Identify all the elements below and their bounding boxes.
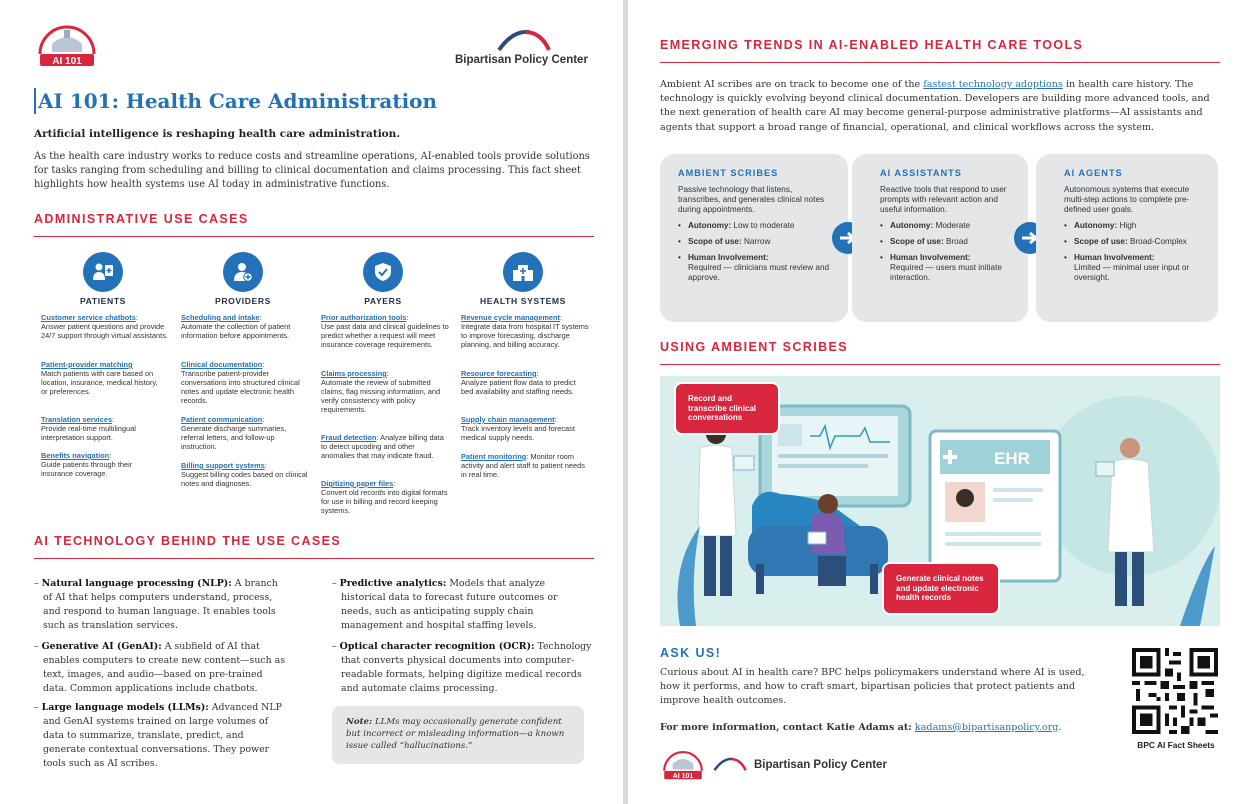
- bullet-label: Human Involvement:: [1074, 253, 1155, 262]
- use-case-item: Claims processing: Automate the review of submitted claims, flag missing information, and verify consistency with policy requirements.: [321, 369, 441, 414]
- bullet-value: Broad-Complex: [1129, 237, 1187, 246]
- use-case-item: Digitizing paper files: Convert old records into digital formats for use in billing and record keeping systems.: [321, 479, 448, 515]
- tech-term: Optical character recognition (OCR):: [339, 641, 535, 652]
- bullet-label: Scope of use:: [890, 237, 944, 246]
- hospital-icon: [503, 252, 543, 292]
- ambient-scribe-illustration: [660, 376, 1220, 626]
- use-case-link[interactable]: Digitizing paper files: [321, 479, 394, 488]
- use-case-link[interactable]: Claims processing: [321, 369, 387, 378]
- use-case-link[interactable]: Translation services: [41, 415, 113, 424]
- scribes-heading: USING AMBIENT SCRIBES: [660, 340, 848, 354]
- right-page: [628, 0, 1251, 804]
- ask-text: Curious about AI in health care? BPC helps policymakers understand where AI is used, how it performs, and how to craft smart, bipartisan policies that protect patients and improve health outcomes.: [660, 667, 1085, 707]
- column-patients: [38, 252, 168, 310]
- shield-check-icon: [363, 252, 403, 292]
- use-case-text: Use past data and clinical guidelines to predict whether a request will meet insurance coverage requirements.: [321, 322, 449, 349]
- contact-line: [660, 721, 1120, 735]
- use-case-link[interactable]: Prior authorization tools: [321, 313, 407, 322]
- card-bullet: [678, 237, 830, 247]
- tech-item: – Large language models (LLMs): Advanced NLP and GenAI systems trained on large volumes of data to summarize, translate, predict, and generate contextual conversations. They power tools such as AI scribes.: [34, 702, 282, 769]
- page-title: AI 101: Health Care Administration: [34, 88, 437, 114]
- footer-brand-name: Bipartisan Policy Center: [754, 759, 887, 771]
- qr-code[interactable]: [1132, 648, 1218, 734]
- card-bullet: [1064, 221, 1200, 231]
- use-case-text: Integrate data from hospital IT systems to improve forecasting, discharge planning, and billing accuracy.: [461, 322, 589, 349]
- left-page: [0, 0, 623, 804]
- use-case-item: Fraud detection: Analyze billing data to detect upcoding and other anomalies that may indicate fraud.: [321, 433, 444, 460]
- tech-item: – Natural language processing (NLP): A branch of AI that helps computers understand, process, and respond to human language. It enables tools such as translation services.: [34, 578, 278, 631]
- ehr-label: EHR: [994, 449, 1030, 468]
- use-case-link[interactable]: Resource forecasting: [461, 369, 537, 378]
- bullet-value: Broad: [945, 237, 968, 246]
- contact-email-link[interactable]: kadams@bipartisanpolicy.org: [914, 722, 1059, 733]
- section-rule: [34, 236, 594, 237]
- use-case-text: Generate discharge summaries, referral letters, and follow-up instruction.: [181, 424, 287, 451]
- footer-ai-101-badge: [660, 750, 706, 782]
- bullet-value: High: [1119, 221, 1137, 230]
- column-heading: PROVIDERS: [214, 296, 272, 306]
- use-case-text: Answer patient questions and provide 24/7 support through virtual assistants.: [41, 322, 168, 340]
- use-case-text: Automate the collection of patient information before appointments.: [181, 322, 291, 340]
- card-desc: Reactive tools that respond to user prompts with relevant action and useful information.: [880, 185, 1007, 214]
- use-case-link[interactable]: Fraud detection: [321, 433, 377, 442]
- callout-record: Record and transcribe clinical conversations: [674, 382, 780, 435]
- bullet-value: Narrow: [743, 237, 771, 246]
- brand-name: Bipartisan Policy Center: [455, 54, 588, 66]
- trends-intro-text: in health care history. The technology is quickly evolving beyond clinical documentation. Developers are building more advanced tools, and the next generation of health care AI may become general-purpose administrative platforms—AI assistants and agents that support a broad range of financial, operational, and clinical workflows across the system.: [660, 79, 1210, 133]
- fastest-adoptions-link[interactable]: fastest technology adoptions: [923, 79, 1063, 90]
- bullet-value: Required — clinicians must review and approve.: [688, 263, 830, 282]
- use-case-item: Scheduling and intake: Automate the collection of patient information before appointments.: [181, 313, 291, 340]
- use-case-text: Monitor room activity and alert staff to patient needs in real time.: [461, 452, 585, 479]
- use-case-link[interactable]: Benefits navigation: [41, 451, 110, 460]
- card-bullet: [880, 221, 1010, 231]
- intro-paragraph: As the health care industry works to reduce costs and streamline operations, AI-enabled tools provide solutions for tasks ranging from scheduling and billing to clinical documentation and claims processing. This fact sheet highlights how health systems use AI today in administrative functions.: [34, 151, 590, 190]
- contact-end: .: [1058, 722, 1062, 733]
- card-ai-assistants: [852, 154, 1028, 322]
- use-case-link[interactable]: Clinical documentation: [181, 360, 263, 369]
- card-bullet: [880, 253, 1010, 283]
- use-case-link[interactable]: Patient-provider matching: [41, 360, 133, 369]
- card-title: AI AGENTS: [1064, 168, 1123, 178]
- patient-icon: [83, 252, 123, 292]
- bullet-label: Autonomy:: [688, 221, 732, 230]
- provider-icon: [223, 252, 263, 292]
- note-text: LLMs may occasionally generate confident but incorrect or misleading information—a known issue called “hallucinations.”: [346, 717, 565, 751]
- use-case-link[interactable]: Patient monitoring: [461, 452, 527, 461]
- tech-text: A subfield of AI that enables computers to create new content—such as text, images, and audio—based on pre-trained data. Common applications include chatbots.: [43, 641, 286, 694]
- use-case-item: Patient communication: Generate discharge summaries, referral letters, and follow-up instruction.: [181, 415, 287, 451]
- column-heading: PAYERS: [364, 296, 402, 306]
- card-bullet: [1064, 253, 1200, 283]
- card-title: AI ASSISTANTS: [880, 168, 962, 178]
- use-case-text: Analyze patient flow data to predict bed availability and staffing needs.: [461, 378, 576, 396]
- bullet-value: Low to moderate: [733, 221, 795, 230]
- card-ambient-scribes: [660, 154, 848, 322]
- use-case-text: Match patients with care based on location, insurance, medical history, or preferences.: [41, 369, 158, 396]
- bpc-arc-icon: [495, 28, 553, 52]
- ai-101-badge: [34, 24, 100, 70]
- bullet-label: Scope of use:: [688, 237, 742, 246]
- card-desc: Autonomous systems that execute multi-step actions to complete pre-defined user goals.: [1064, 185, 1190, 214]
- note-label: Note:: [346, 717, 373, 727]
- tech-term: Natural language processing (NLP):: [41, 578, 232, 589]
- footer-badge-label: AI 101: [672, 772, 694, 780]
- use-case-text: Automate the review of submitted claims, flag missing information, and verify consistency with policy requirements.: [321, 378, 441, 414]
- use-case-item: Revenue cycle management: Integrate data from hospital IT systems to improve forecasting, discharge planning, and billing accuracy.: [461, 313, 589, 349]
- tech-text: A branch of AI that helps computers understand, process, and respond to human language. It enables tools such as translation services.: [43, 578, 278, 631]
- tech-item: – Optical character recognition (OCR): Technology that converts physical documents into computer-readable formats, helping digitize medical records and automate claims processing.: [332, 641, 592, 694]
- use-case-item: Translation services: Provide real-time multilingual interpretation support.: [41, 415, 136, 442]
- card-bullet: [678, 221, 830, 231]
- use-case-text: Analyze billing data to detect upcoding and other anomalies that may indicate fraud.: [321, 433, 444, 460]
- tech-term: Generative AI (GenAI):: [41, 641, 162, 652]
- bullet-label: Scope of use:: [1074, 237, 1128, 246]
- use-case-link[interactable]: Revenue cycle management: [461, 313, 560, 322]
- badge-label: AI 101: [52, 56, 82, 67]
- section-rule: [660, 364, 1220, 365]
- section-rule: [34, 558, 594, 559]
- card-title: AMBIENT SCRIBES: [678, 168, 779, 178]
- bullet-label: Human Involvement:: [688, 253, 769, 262]
- callout-generate: Generate clinical notes and update electronic health records: [882, 562, 1000, 615]
- card-bullet: [678, 253, 830, 283]
- use-case-item: Clinical documentation: Transcribe patient-provider conversations into structured clinical notes and update electronic health records.: [181, 360, 300, 405]
- column-heading: PATIENTS: [79, 296, 127, 306]
- column-heading: HEALTH SYSTEMS: [479, 296, 567, 306]
- bullet-label: Human Involvement:: [890, 253, 971, 262]
- use-case-link[interactable]: Billing support systems: [181, 461, 265, 470]
- lead-sentence: Artificial intelligence is reshaping health care administration.: [34, 128, 400, 140]
- tech-text: Models that analyze historical data to forecast future outcomes or needs, such as anticipating supply chain management and hospital staffing levels.: [341, 578, 558, 631]
- use-case-text: Suggest billing codes based on clinical notes and diagnoses.: [181, 470, 308, 488]
- tech-item: – Generative AI (GenAI): A subfield of AI that enables computers to create new content—such as text, images, and audio—based on pre-trained data. Common applications include chatbots.: [34, 641, 286, 694]
- use-cases-heading: ADMINISTRATIVE USE CASES: [34, 212, 249, 226]
- footer-bpc-arc-icon: [712, 756, 748, 772]
- use-case-link[interactable]: Scheduling and intake: [181, 313, 260, 322]
- use-case-link[interactable]: Patient communication: [181, 415, 263, 424]
- ask-heading: ASK US!: [660, 646, 722, 660]
- use-case-item: [41, 360, 165, 396]
- bullet-label: Autonomy:: [890, 221, 934, 230]
- use-case-item: Customer service chatbots: Answer patient questions and provide 24/7 support through virtual assistants.: [41, 313, 168, 340]
- column-providers: [178, 252, 308, 310]
- card-bullet: [880, 237, 1010, 247]
- tech-term: Large language models (LLMs):: [41, 702, 209, 713]
- bullet-value: Required — users must initiate interaction.: [890, 263, 1002, 282]
- trends-intro-text: Ambient AI scribes are on track to become one of the: [660, 79, 921, 90]
- qr-caption: BPC AI Fact Sheets: [1137, 740, 1215, 750]
- bpc-logo: [455, 28, 595, 68]
- bullet-value: Limited — minimal user input or oversight.: [1074, 263, 1190, 282]
- use-case-text: Guide patients through their insurance coverage.: [41, 460, 133, 478]
- card-desc: Passive technology that listens, transcribes, and generates clinical notes during appointments.: [678, 185, 825, 214]
- tech-term: Predictive analytics:: [339, 578, 447, 589]
- use-case-text: Track inventory levels and forecast medical supply needs.: [461, 424, 575, 442]
- column-health-systems: [458, 252, 588, 310]
- trends-intro: [660, 78, 1220, 135]
- card-ai-agents: [1036, 154, 1218, 322]
- trends-heading: EMERGING TRENDS IN AI-ENABLED HEALTH CARE TOOLS: [660, 38, 1084, 52]
- card-bullet: [1064, 237, 1200, 247]
- tech-item: – Predictive analytics: Models that analyze historical data to forecast future outcomes or needs, such as anticipating supply chain management and hospital staffing levels.: [332, 578, 558, 631]
- use-case-text: Provide real-time multilingual interpretation support.: [41, 424, 136, 442]
- use-case-link[interactable]: Customer service chatbots: [41, 313, 136, 322]
- column-payers: [318, 252, 448, 310]
- contact-label: For more information, contact Katie Adams at:: [660, 722, 912, 733]
- use-case-item: Supply chain management: Track inventory levels and forecast medical supply needs.: [461, 415, 575, 442]
- use-case-item: Prior authorization tools: Use past data and clinical guidelines to predict whether a request will meet insurance coverage requirements.: [321, 313, 449, 349]
- use-case-text: Convert old records into digital formats for use in billing and record keeping systems.: [321, 488, 448, 515]
- tech-heading: AI TECHNOLOGY BEHIND THE USE CASES: [34, 534, 342, 548]
- tech-text: Technology that converts physical documents into computer-readable formats, helping digitize medical records and automate claims processing.: [341, 641, 592, 694]
- use-case-text: Transcribe patient-provider conversations into structured clinical notes and update electronic health records.: [181, 369, 300, 405]
- tech-text: Advanced NLP and GenAI systems trained on large volumes of data to summarize, translate, predict, and generate contextual conversations. They power tools such as AI scribes.: [43, 702, 282, 769]
- hallucination-note: [332, 706, 584, 764]
- use-case-link[interactable]: Supply chain management: [461, 415, 555, 424]
- use-case-item: Resource forecasting: Analyze patient flow data to predict bed availability and staffing needs.: [461, 369, 576, 396]
- use-case-item: Benefits navigation: Guide patients through their insurance coverage.: [41, 451, 133, 478]
- bullet-label: Autonomy:: [1074, 221, 1118, 230]
- use-case-item: Billing support systems: Suggest billing codes based on clinical notes and diagnoses.: [181, 461, 308, 488]
- use-case-item: Patient monitoring: Monitor room activity and alert staff to patient needs in real time.: [461, 452, 585, 479]
- section-rule: [660, 62, 1220, 63]
- bullet-value: Moderate: [935, 221, 971, 230]
